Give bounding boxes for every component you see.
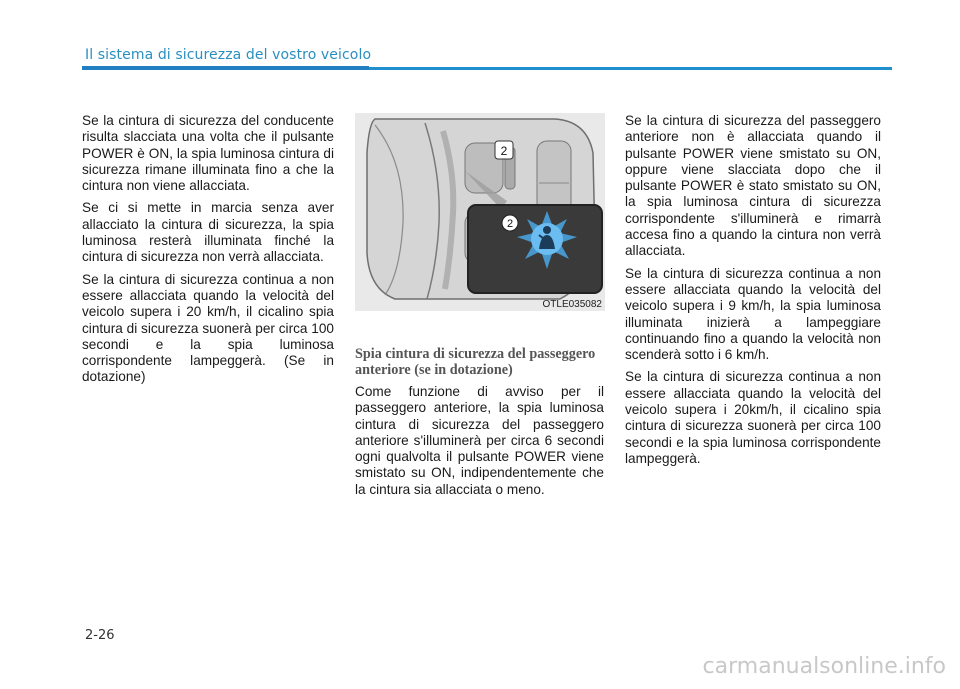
section-heading: Spia cintura di sicurezza del passeggero anteriore (se in dotazione) bbox=[355, 346, 596, 378]
watermark: carmanualsonline.info bbox=[702, 654, 946, 679]
figure-code: OTLE035082 bbox=[542, 299, 602, 310]
paragraph: Se la cintura di sicurezza del passeggero anteriore non è allacciata quando il pulsante POWER viene smistato su ON, oppure viene slacciata dopo che il pulsante POWER è stato smistato su ON, la spia luminosa cintura di sicurezza corrispondente s'illuminerà e rimarrà accesa fino a quando la cintura non verrà allacciata. bbox=[625, 113, 881, 259]
page-number: 2-26 bbox=[85, 628, 115, 643]
column-3 bbox=[625, 113, 881, 473]
paragraph: Se ci si mette in marcia senza aver allacciato la cintura di sicurezza, la spia luminosa resterà illuminata finché la cintura di sicurezza non verrà allacciata. bbox=[82, 200, 334, 265]
paragraph: Come funzione di avviso per il passeggero anteriore, la spia luminosa cintura di sicurezza del passeggero anteriore s'illuminerà per circa 6 secondi ogni qualvolta il pulsante POWER viene smistato su ON, indipendentemente che la cintura sia allacciata o meno. bbox=[355, 384, 604, 497]
car-interior-figure bbox=[355, 113, 605, 311]
paragraph: Se la cintura di sicurezza continua a non essere allacciata quando la velocità del veicolo supera i 20 km/h, il cicalino spia cintura di sicurezza suonerà per circa 100 secondi e la spia luminosa corrispondente lampeggerà. (Se in dotazione) bbox=[82, 271, 334, 385]
paragraph: Se la cintura di sicurezza del conducente risulta slacciata una volta che il pulsante POWER è ON, la spia luminosa cintura di sicurezza rimane illuminata fino a che la cintura non viene allacciata. bbox=[82, 113, 334, 194]
section-title: Il sistema di sicurezza del vostro veicolo bbox=[85, 47, 372, 63]
car-top-view-illustration bbox=[355, 113, 605, 311]
callout-number-main: 2 bbox=[506, 218, 514, 230]
paragraph: Se la cintura di sicurezza continua a non essere allacciata quando la velocità del veicolo supera i 20km/h, il cicalino spia cintura di sicurezza suonerà per circa 100 secondi e la spia luminosa corrispondente lampeggerà. bbox=[625, 369, 881, 466]
paragraph: Se la cintura di sicurezza continua a non essere allacciata quando la velocità del veicolo supera i 9 km/h, la spia luminosa illuminata inizierà a lampeggiare continuando fino a quando la velocità non scenderà sotto i 6 km/h. bbox=[625, 265, 881, 363]
callout-number-top: 2 bbox=[500, 144, 508, 158]
column-1 bbox=[82, 113, 334, 392]
column-2 bbox=[355, 346, 604, 504]
header-rule-accent bbox=[82, 66, 369, 70]
